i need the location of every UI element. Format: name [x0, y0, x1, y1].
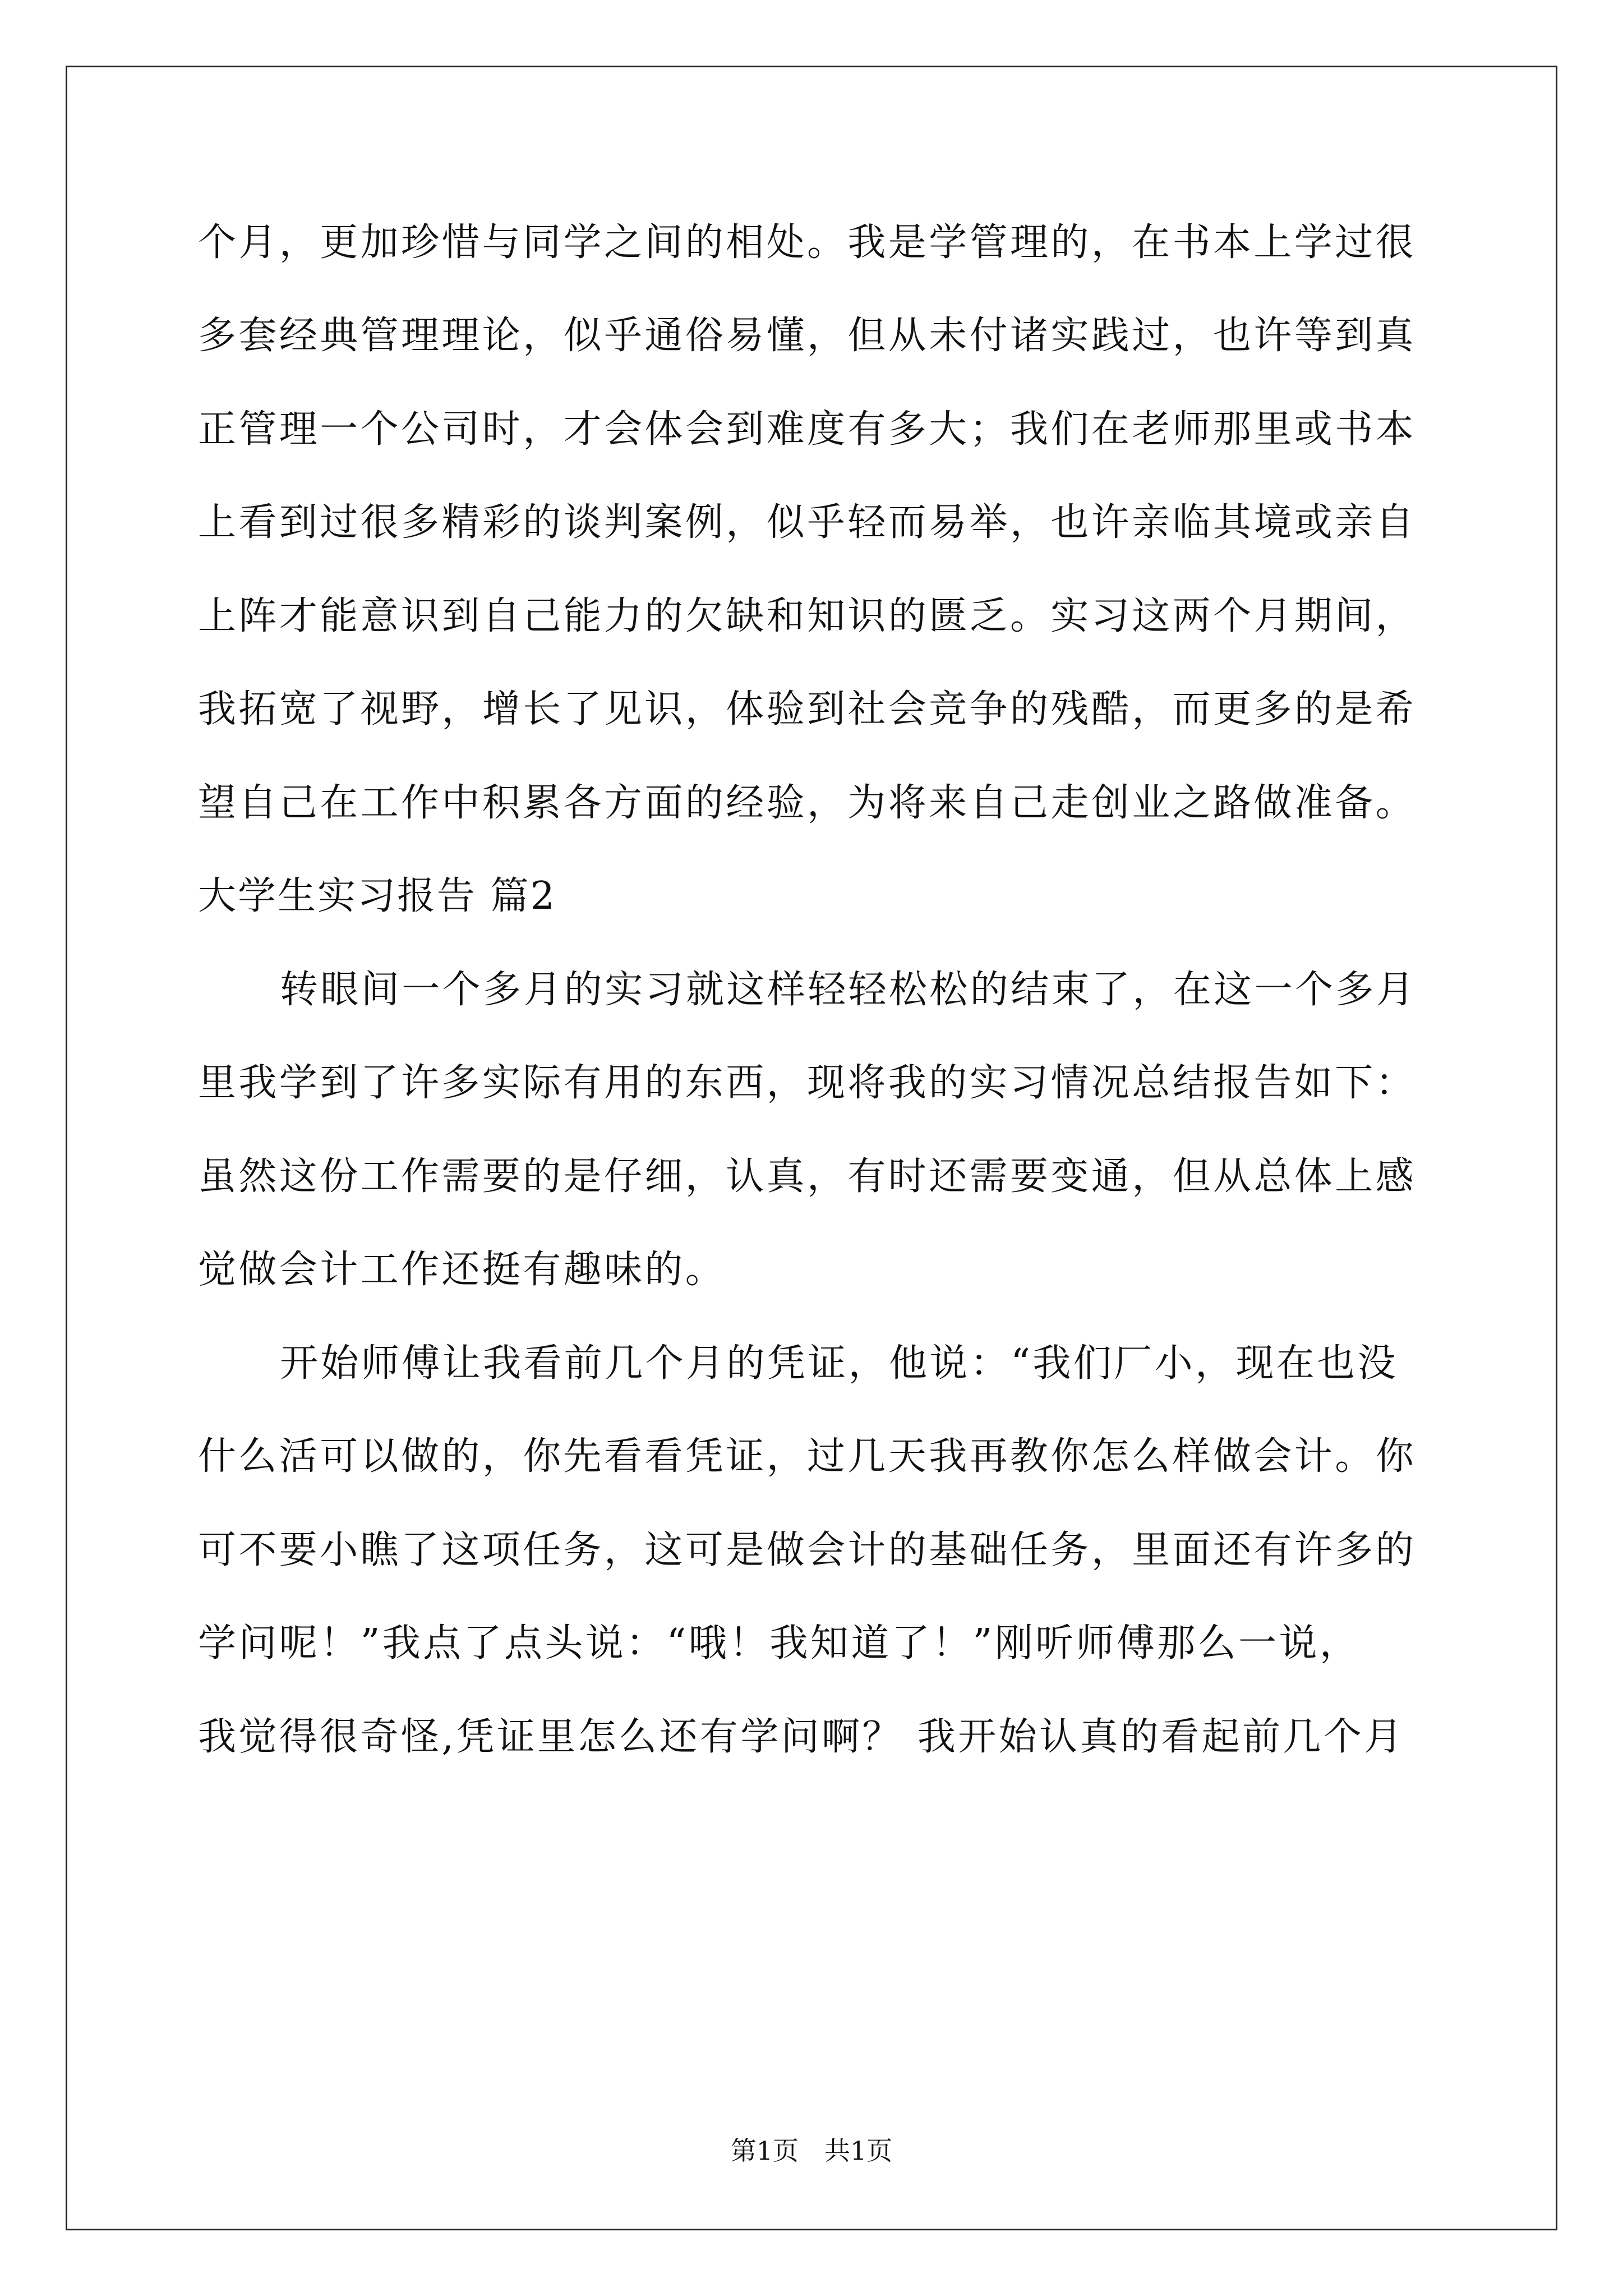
text-line: 望自己在工作中积累各方面的经验，为将来自己走创业之路做准备。	[198, 781, 1417, 825]
text-line: 里我学到了许多实际有用的东西，现将我的实习情况总结报告如下：	[198, 1061, 1417, 1105]
page-footer	[0, 2134, 1623, 2168]
text-line: 虽然这份工作需要的是仔细，认真，有时还需要变通，但从总体上感	[198, 1154, 1417, 1199]
text-line: 觉做会计工作还挺有趣味的。	[198, 1248, 726, 1292]
page-border	[66, 66, 1557, 2230]
text-line: 可不要小瞧了这项任务，这可是做会计的基础任务，里面还有许多的	[198, 1528, 1417, 1572]
text-line: 上看到过很多精彩的谈判案例，似乎轻而易举，也许亲临其境或亲自	[198, 500, 1417, 545]
text-line: 开始师傅让我看前几个月的凭证，他说：“我们厂小，现在也没	[280, 1341, 1398, 1386]
text-line: 我觉得很奇怪,凭证里怎么还有学问啊？ 我开始认真的看起前几个月	[198, 1715, 1405, 1759]
text-line: 什么活可以做的，你先看看凭证，过几天我再教你怎么样做会计。你	[198, 1434, 1417, 1479]
page-number: 第1页	[730, 2136, 799, 2166]
text-line: 多套经典管理理论，似乎通俗易懂，但从未付诸实践过，也许等到真	[198, 314, 1417, 358]
text-line: 我拓宽了视野，增长了见识，体验到社会竞争的残酷，而更多的是希	[198, 687, 1417, 731]
text-line: 个月，更加珍惜与同学之间的相处。我是学管理的，在书本上学过很	[198, 220, 1417, 265]
text-line: 正管理一个公司时，才会体会到难度有多大；我们在老师那里或书本	[198, 407, 1417, 452]
text-line: 转眼间一个多月的实习就这样轻轻松松的结束了，在这一个多月	[280, 968, 1417, 1012]
text-line: 上阵才能意识到自己能力的欠缺和知识的匮乏。实习这两个月期间，	[198, 594, 1417, 638]
page-total: 共1页	[824, 2136, 893, 2166]
text-line: 学问呢！”我点了点头说：“哦！我知道了！”刚听师傅那么一说，	[198, 1621, 1361, 1665]
section-heading: 大学生实习报告 篇2	[198, 874, 556, 918]
